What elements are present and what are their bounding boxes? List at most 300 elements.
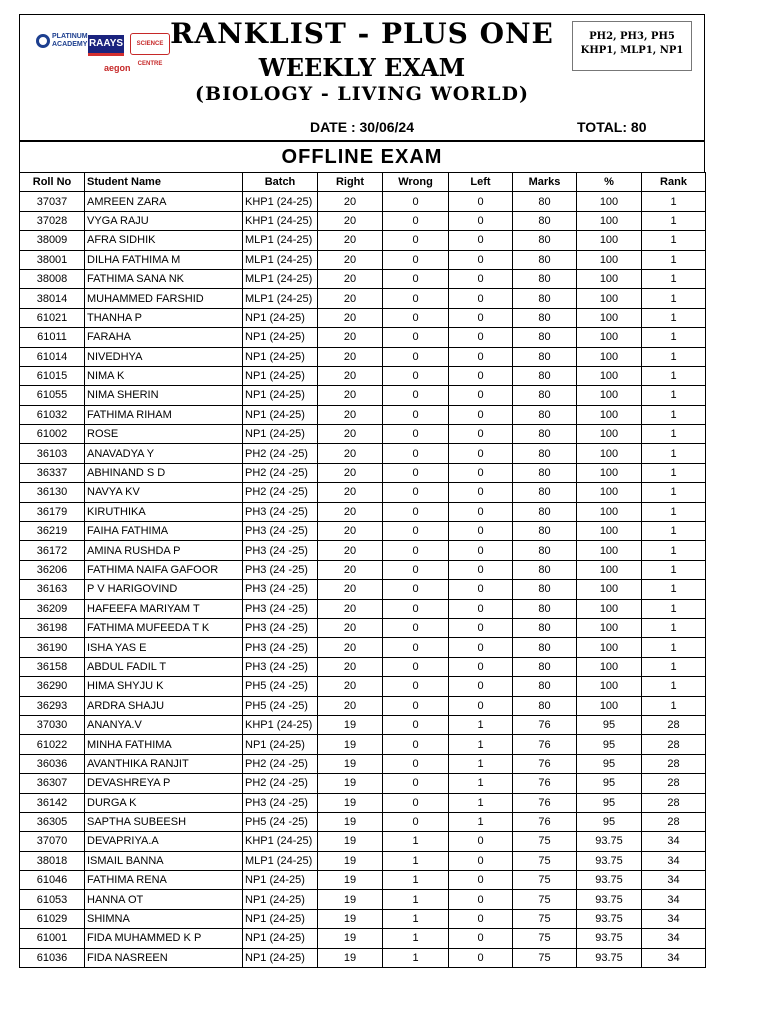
- marks-cell: 80: [513, 250, 577, 269]
- batch-cell: MLP1 (24-25): [243, 269, 318, 288]
- batch-cell: MLP1 (24-25): [243, 250, 318, 269]
- left-cell: 0: [449, 444, 513, 463]
- wrong-cell: 0: [383, 793, 449, 812]
- percent-cell: 100: [577, 231, 642, 250]
- left-cell: 1: [449, 774, 513, 793]
- left-cell: 0: [449, 328, 513, 347]
- left-cell: 0: [449, 425, 513, 444]
- percent-cell: 95: [577, 774, 642, 793]
- percent-cell: 100: [577, 425, 642, 444]
- left-cell: 0: [449, 289, 513, 308]
- percent-cell: 100: [577, 347, 642, 366]
- student-name-cell: ROSE: [85, 425, 243, 444]
- student-name-cell: AMREEN ZARA: [85, 192, 243, 211]
- rank-cell: 1: [642, 347, 706, 366]
- right-cell: 20: [318, 541, 383, 560]
- left-cell: 0: [449, 560, 513, 579]
- batch-cell: PH3 (24 -25): [243, 541, 318, 560]
- right-cell: 20: [318, 560, 383, 579]
- student-name-cell: MINHA FATHIMA: [85, 735, 243, 754]
- roll-no-cell: 36179: [20, 502, 85, 521]
- percent-cell: 100: [577, 522, 642, 541]
- table-row: [20, 463, 706, 482]
- student-name-cell: NAVYA KV: [85, 483, 243, 502]
- marks-cell: 80: [513, 560, 577, 579]
- batch-cell: NP1 (24-25): [243, 871, 318, 890]
- percent-cell: 93.75: [577, 851, 642, 870]
- student-name-cell: AVANTHIKA RANJIT: [85, 754, 243, 773]
- right-cell: 19: [318, 871, 383, 890]
- table-row: [20, 599, 706, 618]
- roll-no-cell: 38014: [20, 289, 85, 308]
- left-cell: 0: [449, 871, 513, 890]
- raays-logo: RAAYS: [88, 35, 124, 56]
- batch-cell: PH5 (24 -25): [243, 696, 318, 715]
- student-name-cell: KIRUTHIKA: [85, 502, 243, 521]
- left-cell: 1: [449, 812, 513, 831]
- rank-cell: 1: [642, 211, 706, 230]
- left-cell: 0: [449, 250, 513, 269]
- rank-cell: 1: [642, 677, 706, 696]
- student-name-cell: VYGA RAJU: [85, 211, 243, 230]
- roll-no-cell: 36158: [20, 657, 85, 676]
- right-cell: 20: [318, 677, 383, 696]
- table-row: [20, 948, 706, 967]
- percent-cell: 95: [577, 812, 642, 831]
- table-row: [20, 890, 706, 909]
- roll-no-cell: 36219: [20, 522, 85, 541]
- right-cell: 19: [318, 715, 383, 734]
- batch-cell: PH3 (24 -25): [243, 793, 318, 812]
- batch-cell: NP1 (24-25): [243, 386, 318, 405]
- percent-cell: 100: [577, 366, 642, 385]
- student-name-cell: THANHA P: [85, 308, 243, 327]
- rank-cell: 34: [642, 890, 706, 909]
- table-row: [20, 483, 706, 502]
- roll-no-cell: 36337: [20, 463, 85, 482]
- left-cell: 0: [449, 948, 513, 967]
- roll-no-cell: 37037: [20, 192, 85, 211]
- rank-cell: 34: [642, 832, 706, 851]
- right-cell: 20: [318, 231, 383, 250]
- batch-cell: MLP1 (24-25): [243, 851, 318, 870]
- rank-cell: 1: [642, 366, 706, 385]
- marks-cell: 75: [513, 909, 577, 928]
- rank-cell: 34: [642, 909, 706, 928]
- percent-cell: 100: [577, 696, 642, 715]
- rank-cell: 1: [642, 386, 706, 405]
- table-row: [20, 638, 706, 657]
- rank-cell: 28: [642, 812, 706, 831]
- marks-cell: 80: [513, 289, 577, 308]
- batch-cell: NP1 (24-25): [243, 347, 318, 366]
- student-name-cell: DURGA K: [85, 793, 243, 812]
- right-cell: 20: [318, 522, 383, 541]
- roll-no-cell: 61029: [20, 909, 85, 928]
- roll-no-cell: 36198: [20, 618, 85, 637]
- right-cell: 20: [318, 657, 383, 676]
- ranklist-sheet: [19, 14, 705, 968]
- roll-no-cell: 36206: [20, 560, 85, 579]
- table-row: [20, 250, 706, 269]
- roll-no-cell: 36036: [20, 754, 85, 773]
- wrong-cell: 0: [383, 560, 449, 579]
- table-row: [20, 211, 706, 230]
- left-cell: 0: [449, 192, 513, 211]
- left-cell: 0: [449, 580, 513, 599]
- table-row: [20, 657, 706, 676]
- left-cell: 0: [449, 463, 513, 482]
- col-right: Right: [318, 173, 383, 192]
- student-name-cell: NIMA K: [85, 366, 243, 385]
- right-cell: 20: [318, 289, 383, 308]
- left-cell: 1: [449, 715, 513, 734]
- right-cell: 20: [318, 463, 383, 482]
- left-cell: 0: [449, 211, 513, 230]
- marks-cell: 80: [513, 618, 577, 637]
- wrong-cell: 0: [383, 386, 449, 405]
- student-name-cell: DEVASHREYA P: [85, 774, 243, 793]
- left-cell: 0: [449, 909, 513, 928]
- batch-cell: PH3 (24 -25): [243, 657, 318, 676]
- right-cell: 20: [318, 502, 383, 521]
- rank-cell: 34: [642, 871, 706, 890]
- roll-no-cell: 36305: [20, 812, 85, 831]
- marks-cell: 80: [513, 463, 577, 482]
- batch-cell: KHP1 (24-25): [243, 832, 318, 851]
- marks-cell: 80: [513, 541, 577, 560]
- left-cell: 0: [449, 269, 513, 288]
- percent-cell: 100: [577, 192, 642, 211]
- left-cell: 1: [449, 793, 513, 812]
- left-cell: 0: [449, 366, 513, 385]
- exam-date: DATE : 30/06/24: [310, 119, 415, 135]
- left-cell: 0: [449, 308, 513, 327]
- rank-cell: 28: [642, 735, 706, 754]
- percent-cell: 100: [577, 677, 642, 696]
- table-row: [20, 754, 706, 773]
- wrong-cell: 0: [383, 444, 449, 463]
- batch-cell: PH5 (24 -25): [243, 812, 318, 831]
- student-name-cell: FIDA MUHAMMED K P: [85, 929, 243, 948]
- wrong-cell: 0: [383, 638, 449, 657]
- right-cell: 20: [318, 580, 383, 599]
- right-cell: 19: [318, 832, 383, 851]
- wrong-cell: 0: [383, 502, 449, 521]
- rank-cell: 28: [642, 774, 706, 793]
- page-title: RANKLIST - PLUS ONE: [170, 17, 554, 50]
- roll-no-cell: 38018: [20, 851, 85, 870]
- batch-cell: NP1 (24-25): [243, 308, 318, 327]
- roll-no-cell: 61014: [20, 347, 85, 366]
- right-cell: 20: [318, 386, 383, 405]
- batch-cell: PH2 (24 -25): [243, 444, 318, 463]
- roll-no-cell: 61055: [20, 386, 85, 405]
- student-name-cell: AMINA RUSHDA P: [85, 541, 243, 560]
- subject-title: (BIOLOGY - LIVING WORLD): [195, 83, 529, 105]
- batch-cell: PH3 (24 -25): [243, 599, 318, 618]
- marks-cell: 75: [513, 832, 577, 851]
- wrong-cell: 0: [383, 328, 449, 347]
- roll-no-cell: 36142: [20, 793, 85, 812]
- student-name-cell: ISMAIL BANNA: [85, 851, 243, 870]
- rank-cell: 28: [642, 715, 706, 734]
- percent-cell: 100: [577, 269, 642, 288]
- wrong-cell: 1: [383, 929, 449, 948]
- table-row: [20, 366, 706, 385]
- student-name-cell: ISHA YAS E: [85, 638, 243, 657]
- marks-cell: 75: [513, 851, 577, 870]
- table-row: [20, 444, 706, 463]
- right-cell: 20: [318, 366, 383, 385]
- right-cell: 20: [318, 250, 383, 269]
- ranklist-header: [19, 14, 705, 140]
- left-cell: 0: [449, 890, 513, 909]
- right-cell: 20: [318, 269, 383, 288]
- percent-cell: 93.75: [577, 948, 642, 967]
- table-row: [20, 192, 706, 211]
- rank-cell: 1: [642, 405, 706, 424]
- roll-no-cell: 61021: [20, 308, 85, 327]
- marks-cell: 80: [513, 405, 577, 424]
- roll-no-cell: 61015: [20, 366, 85, 385]
- wrong-cell: 0: [383, 618, 449, 637]
- science-centre-logo: SCIENCE CENTRE: [130, 33, 170, 55]
- table-row: [20, 909, 706, 928]
- batch-list-box: [572, 21, 692, 71]
- right-cell: 20: [318, 638, 383, 657]
- batch-cell: PH2 (24 -25): [243, 463, 318, 482]
- roll-no-cell: 38001: [20, 250, 85, 269]
- student-name-cell: FATHIMA RIHAM: [85, 405, 243, 424]
- right-cell: 20: [318, 599, 383, 618]
- table-row: [20, 289, 706, 308]
- platinum-logo-line1: PLATINUM: [52, 33, 88, 40]
- table-row: [20, 269, 706, 288]
- percent-cell: 93.75: [577, 890, 642, 909]
- roll-no-cell: 61002: [20, 425, 85, 444]
- wrong-cell: 0: [383, 754, 449, 773]
- col-percent: %: [577, 173, 642, 192]
- batch-cell: NP1 (24-25): [243, 328, 318, 347]
- wrong-cell: 0: [383, 269, 449, 288]
- left-cell: 0: [449, 386, 513, 405]
- left-cell: 0: [449, 483, 513, 502]
- ranklist-table: [19, 172, 706, 968]
- roll-no-cell: 61011: [20, 328, 85, 347]
- right-cell: 19: [318, 890, 383, 909]
- exam-title: WEEKLY EXAM: [258, 53, 466, 82]
- wrong-cell: 0: [383, 308, 449, 327]
- table-row: [20, 774, 706, 793]
- marks-cell: 80: [513, 580, 577, 599]
- col-wrong: Wrong: [383, 173, 449, 192]
- right-cell: 19: [318, 735, 383, 754]
- batch-list-line1: PH2, PH3, PH5: [589, 31, 675, 42]
- percent-cell: 100: [577, 308, 642, 327]
- percent-cell: 100: [577, 250, 642, 269]
- wrong-cell: 1: [383, 948, 449, 967]
- right-cell: 19: [318, 812, 383, 831]
- roll-no-cell: 61036: [20, 948, 85, 967]
- student-name-cell: HIMA SHYJU K: [85, 677, 243, 696]
- marks-cell: 75: [513, 948, 577, 967]
- right-cell: 20: [318, 696, 383, 715]
- right-cell: 19: [318, 909, 383, 928]
- marks-cell: 80: [513, 231, 577, 250]
- percent-cell: 100: [577, 483, 642, 502]
- percent-cell: 93.75: [577, 929, 642, 948]
- student-name-cell: ABHINAND S D: [85, 463, 243, 482]
- left-cell: 1: [449, 735, 513, 754]
- marks-cell: 80: [513, 638, 577, 657]
- wrong-cell: 0: [383, 580, 449, 599]
- table-row: [20, 812, 706, 831]
- wrong-cell: 1: [383, 871, 449, 890]
- wrong-cell: 0: [383, 366, 449, 385]
- marks-cell: 80: [513, 269, 577, 288]
- rank-cell: 1: [642, 269, 706, 288]
- batch-cell: NP1 (24-25): [243, 425, 318, 444]
- marks-cell: 76: [513, 735, 577, 754]
- date-total-row: [20, 119, 704, 141]
- table-row: [20, 696, 706, 715]
- rank-cell: 1: [642, 522, 706, 541]
- percent-cell: 95: [577, 735, 642, 754]
- marks-cell: 76: [513, 774, 577, 793]
- right-cell: 19: [318, 851, 383, 870]
- student-name-cell: DEVAPRIYA.A: [85, 832, 243, 851]
- batch-cell: PH3 (24 -25): [243, 560, 318, 579]
- col-roll-no: Roll No: [20, 173, 85, 192]
- roll-no-cell: 36307: [20, 774, 85, 793]
- roll-no-cell: 37028: [20, 211, 85, 230]
- table-body: [20, 192, 706, 968]
- right-cell: 20: [318, 618, 383, 637]
- percent-cell: 93.75: [577, 909, 642, 928]
- student-name-cell: P V HARIGOVIND: [85, 580, 243, 599]
- batch-cell: PH2 (24 -25): [243, 754, 318, 773]
- wrong-cell: 0: [383, 696, 449, 715]
- marks-cell: 76: [513, 715, 577, 734]
- percent-cell: 100: [577, 638, 642, 657]
- wrong-cell: 0: [383, 231, 449, 250]
- table-row: [20, 560, 706, 579]
- student-name-cell: ANAVADYA Y: [85, 444, 243, 463]
- rank-cell: 1: [642, 638, 706, 657]
- roll-no-cell: 36293: [20, 696, 85, 715]
- right-cell: 20: [318, 347, 383, 366]
- table-row: [20, 871, 706, 890]
- marks-cell: 80: [513, 677, 577, 696]
- wrong-cell: 0: [383, 522, 449, 541]
- right-cell: 19: [318, 774, 383, 793]
- wrong-cell: 0: [383, 677, 449, 696]
- roll-no-cell: 61032: [20, 405, 85, 424]
- percent-cell: 100: [577, 386, 642, 405]
- batch-cell: KHP1 (24-25): [243, 211, 318, 230]
- table-row: [20, 735, 706, 754]
- student-name-cell: SAPTHA SUBEESH: [85, 812, 243, 831]
- student-name-cell: HAFEEFA MARIYAM T: [85, 599, 243, 618]
- wrong-cell: 0: [383, 599, 449, 618]
- col-student-name: Student Name: [85, 173, 243, 192]
- aegon-logo: aegon: [104, 63, 131, 73]
- col-rank: Rank: [642, 173, 706, 192]
- left-cell: 0: [449, 231, 513, 250]
- rank-cell: 34: [642, 948, 706, 967]
- percent-cell: 100: [577, 328, 642, 347]
- batch-cell: MLP1 (24-25): [243, 231, 318, 250]
- student-name-cell: HANNA OT: [85, 890, 243, 909]
- left-cell: 0: [449, 696, 513, 715]
- right-cell: 20: [318, 211, 383, 230]
- marks-cell: 80: [513, 211, 577, 230]
- percent-cell: 93.75: [577, 871, 642, 890]
- roll-no-cell: 36190: [20, 638, 85, 657]
- marks-cell: 80: [513, 386, 577, 405]
- batch-cell: MLP1 (24-25): [243, 289, 318, 308]
- roll-no-cell: 36103: [20, 444, 85, 463]
- roll-no-cell: 36130: [20, 483, 85, 502]
- rank-cell: 1: [642, 502, 706, 521]
- rank-cell: 1: [642, 696, 706, 715]
- rank-cell: 1: [642, 231, 706, 250]
- wrong-cell: 0: [383, 657, 449, 676]
- roll-no-cell: 61053: [20, 890, 85, 909]
- platinum-logo-line2: ACADEMY: [52, 41, 88, 48]
- left-cell: 0: [449, 657, 513, 676]
- left-cell: 0: [449, 638, 513, 657]
- marks-cell: 80: [513, 192, 577, 211]
- wrong-cell: 0: [383, 405, 449, 424]
- student-name-cell: FAIHA FATHIMA: [85, 522, 243, 541]
- marks-cell: 80: [513, 483, 577, 502]
- batch-cell: NP1 (24-25): [243, 890, 318, 909]
- percent-cell: 100: [577, 444, 642, 463]
- rank-cell: 1: [642, 618, 706, 637]
- student-name-cell: FIDA NASREEN: [85, 948, 243, 967]
- right-cell: 20: [318, 328, 383, 347]
- wrong-cell: 0: [383, 425, 449, 444]
- wrong-cell: 0: [383, 250, 449, 269]
- wrong-cell: 0: [383, 735, 449, 754]
- percent-cell: 100: [577, 502, 642, 521]
- marks-cell: 80: [513, 599, 577, 618]
- batch-cell: KHP1 (24-25): [243, 715, 318, 734]
- percent-cell: 95: [577, 793, 642, 812]
- table-row: [20, 832, 706, 851]
- rank-cell: 34: [642, 929, 706, 948]
- batch-cell: NP1 (24-25): [243, 405, 318, 424]
- student-name-cell: FATHIMA NAIFA GAFOOR: [85, 560, 243, 579]
- percent-cell: 100: [577, 211, 642, 230]
- marks-cell: 80: [513, 347, 577, 366]
- roll-no-cell: 61022: [20, 735, 85, 754]
- wrong-cell: 1: [383, 832, 449, 851]
- batch-cell: PH3 (24 -25): [243, 502, 318, 521]
- student-name-cell: NIMA SHERIN: [85, 386, 243, 405]
- batch-cell: PH2 (24 -25): [243, 483, 318, 502]
- marks-cell: 80: [513, 308, 577, 327]
- percent-cell: 95: [577, 715, 642, 734]
- percent-cell: 100: [577, 289, 642, 308]
- table-row: [20, 308, 706, 327]
- batch-cell: NP1 (24-25): [243, 366, 318, 385]
- marks-cell: 76: [513, 754, 577, 773]
- rank-cell: 1: [642, 425, 706, 444]
- wrong-cell: 0: [383, 483, 449, 502]
